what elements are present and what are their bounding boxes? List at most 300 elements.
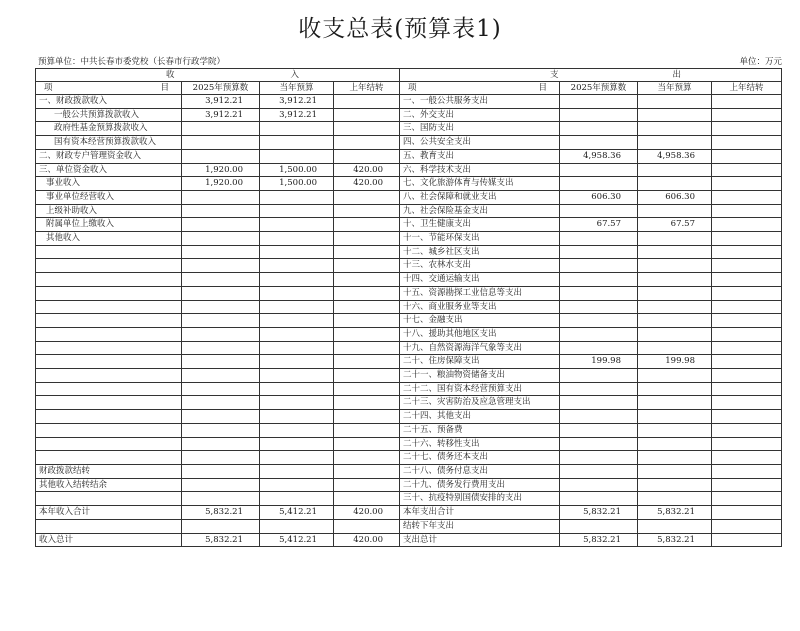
expense-carryover-cell — [712, 314, 782, 328]
expense-carryover-cell — [712, 451, 782, 465]
expense-budget-2025-cell — [560, 273, 638, 287]
expense-budget-2025-cell: 199.98 — [560, 355, 638, 369]
income-current-budget-cell — [260, 122, 334, 136]
header-row-group — [36, 69, 782, 82]
income-budget-2025-cell — [182, 314, 260, 328]
income-carryover-cell — [334, 136, 400, 150]
income-budget-2025-cell: 5,832.21 — [182, 506, 260, 520]
expense-item-cell: 十三、农林水支出 — [400, 259, 560, 273]
income-item-cell: 三、单位资金收入 — [36, 163, 182, 177]
expense-current-budget-cell — [638, 259, 712, 273]
table-row — [36, 259, 782, 273]
income-current-budget-cell — [260, 218, 334, 232]
expense-carryover-cell — [712, 437, 782, 451]
income-item-cell — [36, 245, 182, 259]
table-row — [36, 341, 782, 355]
expense-budget-2025-cell — [560, 286, 638, 300]
expense-budget-2025-header: 2025年预算数 — [560, 82, 638, 95]
income-current-budget-cell — [260, 314, 334, 328]
expense-current-budget-cell — [638, 232, 712, 246]
income-item-cell — [36, 355, 182, 369]
income-carryover-cell — [334, 245, 400, 259]
expense-budget-2025-cell — [560, 108, 638, 122]
income-item-cell: 本年收入合计 — [36, 506, 182, 520]
expense-group-header — [400, 69, 782, 82]
income-current-budget-cell — [260, 464, 334, 478]
income-current-budget-cell: 1,500.00 — [260, 177, 334, 191]
expense-current-budget-cell — [638, 327, 712, 341]
expense-budget-2025-cell — [560, 478, 638, 492]
income-current-budget-cell — [260, 136, 334, 150]
expense-item-cell: 二十七、债务还本支出 — [400, 451, 560, 465]
income-current-budget-cell — [260, 396, 334, 410]
expense-current-budget-cell — [638, 314, 712, 328]
table-row — [36, 533, 782, 547]
table-row — [36, 314, 782, 328]
expense-item-cell: 十六、商业服务业等支出 — [400, 300, 560, 314]
expense-budget-2025-cell — [560, 327, 638, 341]
income-item-cell — [36, 300, 182, 314]
income-header-a: 收 — [166, 70, 175, 80]
expense-carryover-cell — [712, 341, 782, 355]
table-row — [36, 327, 782, 341]
income-budget-2025-cell — [182, 355, 260, 369]
expense-item-cell: 十五、资源勘探工业信息等支出 — [400, 286, 560, 300]
income-current-budget-cell — [260, 355, 334, 369]
income-current-budget-cell — [260, 410, 334, 424]
expense-budget-2025-cell — [560, 382, 638, 396]
expense-budget-2025-cell — [560, 423, 638, 437]
income-item-cell — [36, 314, 182, 328]
expense-carryover-cell — [712, 190, 782, 204]
expense-item-cell: 二十九、债务发行费用支出 — [400, 478, 560, 492]
income-carryover-cell — [334, 478, 400, 492]
expense-item-cell: 五、教育支出 — [400, 149, 560, 163]
income-header-b: 入 — [290, 70, 299, 80]
income-budget-2025-cell — [182, 218, 260, 232]
expense-current-budget-cell — [638, 286, 712, 300]
expense-budget-2025-cell — [560, 369, 638, 383]
income-carryover-cell — [334, 464, 400, 478]
expense-carryover-cell — [712, 300, 782, 314]
table-row — [36, 478, 782, 492]
income-budget-2025-cell — [182, 122, 260, 136]
expense-current-budget-cell — [638, 437, 712, 451]
income-budget-2025-cell — [182, 286, 260, 300]
expense-item-cell: 七、文化旅游体育与传媒支出 — [400, 177, 560, 191]
expense-carryover-cell — [712, 204, 782, 218]
income-current-budget-cell — [260, 437, 334, 451]
income-carryover-cell — [334, 300, 400, 314]
income-carryover-cell — [334, 410, 400, 424]
income-carryover-cell — [334, 437, 400, 451]
expense-budget-2025-cell — [560, 464, 638, 478]
income-item-cell: 事业单位经营收入 — [36, 190, 182, 204]
expense-item-cell: 二十、住房保障支出 — [400, 355, 560, 369]
income-budget-2025-cell — [182, 423, 260, 437]
expense-carryover-cell — [712, 273, 782, 287]
table-row — [36, 437, 782, 451]
expense-budget-2025-cell — [560, 437, 638, 451]
income-item-cell: 事业收入 — [36, 177, 182, 191]
income-carryover-cell — [334, 423, 400, 437]
expense-carryover-cell — [712, 286, 782, 300]
expense-item-cell: 结转下年支出 — [400, 519, 560, 533]
expense-current-budget-cell: 199.98 — [638, 355, 712, 369]
expense-item-cell: 十、卫生健康支出 — [400, 218, 560, 232]
income-budget-2025-cell — [182, 204, 260, 218]
income-budget-2025-cell — [182, 327, 260, 341]
expense-budget-2025-cell — [560, 122, 638, 136]
income-current-budget-cell — [260, 286, 334, 300]
table-row — [36, 369, 782, 383]
expense-current-budget-cell — [638, 204, 712, 218]
expense-budget-2025-cell — [560, 341, 638, 355]
income-budget-2025-cell: 1,920.00 — [182, 177, 260, 191]
expense-budget-2025-cell — [560, 245, 638, 259]
table-row — [36, 286, 782, 300]
income-carryover-cell — [334, 327, 400, 341]
income-budget-2025-cell — [182, 382, 260, 396]
income-carryover-cell: 420.00 — [334, 506, 400, 520]
expense-current-budget-cell — [638, 95, 712, 109]
income-current-budget-cell — [260, 245, 334, 259]
page-title: 收支总表(预算表1) — [298, 16, 502, 42]
expense-item-cell: 二十八、债务付息支出 — [400, 464, 560, 478]
income-item-header: 项 目 — [36, 82, 182, 95]
expense-current-budget-cell: 5,832.21 — [638, 506, 712, 520]
income-item-cell — [36, 451, 182, 465]
income-current-budget-cell — [260, 327, 334, 341]
income-carryover-cell — [334, 122, 400, 136]
expense-budget-2025-cell — [560, 136, 638, 150]
income-item-cell — [36, 327, 182, 341]
expense-carryover-cell — [712, 464, 782, 478]
table-row — [36, 190, 782, 204]
income-group-header — [36, 69, 400, 82]
expense-carryover-cell — [712, 95, 782, 109]
income-current-budget-cell: 3,912.21 — [260, 108, 334, 122]
income-item-cell: 政府性基金预算拨款收入 — [36, 122, 182, 136]
income-budget-2025-cell — [182, 410, 260, 424]
expense-carryover-cell — [712, 259, 782, 273]
expense-carryover-cell — [712, 163, 782, 177]
table-row — [36, 218, 782, 232]
expense-budget-2025-cell: 606.30 — [560, 190, 638, 204]
income-current-budget-cell: 5,412.21 — [260, 533, 334, 547]
expense-carryover-cell — [712, 533, 782, 547]
table-row — [36, 382, 782, 396]
expense-current-budget-cell — [638, 177, 712, 191]
expense-budget-2025-cell — [560, 492, 638, 506]
income-carryover-cell — [334, 108, 400, 122]
income-budget-2025-cell — [182, 492, 260, 506]
income-budget-2025-cell — [182, 437, 260, 451]
income-item-cell: 其他收入结转结余 — [36, 478, 182, 492]
table-row — [36, 163, 782, 177]
income-current-budget-cell — [260, 382, 334, 396]
income-current-budget-cell: 3,912.21 — [260, 95, 334, 109]
income-item-cell — [36, 396, 182, 410]
income-budget-2025-cell — [182, 190, 260, 204]
expense-current-budget-cell — [638, 382, 712, 396]
table-row — [36, 108, 782, 122]
expense-current-budget-cell — [638, 396, 712, 410]
income-item-cell — [36, 369, 182, 383]
income-item-cell — [36, 410, 182, 424]
expense-budget-2025-cell — [560, 177, 638, 191]
expense-header-a: 支 — [550, 70, 559, 80]
expense-item-cell: 十八、援助其他地区支出 — [400, 327, 560, 341]
expense-budget-2025-cell — [560, 396, 638, 410]
income-current-budget-cell: 1,500.00 — [260, 163, 334, 177]
income-carryover-cell — [334, 232, 400, 246]
expense-carryover-cell — [712, 177, 782, 191]
expense-current-budget-cell — [638, 300, 712, 314]
table-row — [36, 396, 782, 410]
income-current-budget-cell — [260, 232, 334, 246]
table-row — [36, 464, 782, 478]
table-row — [36, 506, 782, 520]
expense-budget-2025-cell: 67.57 — [560, 218, 638, 232]
table-row — [36, 177, 782, 191]
expense-budget-2025-cell — [560, 314, 638, 328]
expense-item-cell: 二十一、粮油物资储备支出 — [400, 369, 560, 383]
income-item-cell — [36, 492, 182, 506]
budget-table — [35, 68, 782, 547]
income-item-cell — [36, 423, 182, 437]
income-item-cell: 收入总计 — [36, 533, 182, 547]
income-item-cell: 附属单位上缴收入 — [36, 218, 182, 232]
income-item-cell: 财政拨款结转 — [36, 464, 182, 478]
income-budget-2025-cell — [182, 396, 260, 410]
expense-current-budget-cell: 5,832.21 — [638, 533, 712, 547]
expense-current-budget-cell — [638, 341, 712, 355]
table-row — [36, 423, 782, 437]
expense-current-budget-header: 当年预算 — [638, 82, 712, 95]
income-item-cell: 一、财政拨款收入 — [36, 95, 182, 109]
expense-budget-2025-cell — [560, 451, 638, 465]
income-carryover-cell — [334, 95, 400, 109]
income-budget-2025-cell — [182, 300, 260, 314]
expense-budget-2025-cell — [560, 519, 638, 533]
expense-budget-2025-cell — [560, 232, 638, 246]
expense-current-budget-cell — [638, 423, 712, 437]
expense-item-cell: 八、社会保障和就业支出 — [400, 190, 560, 204]
income-item-cell — [36, 286, 182, 300]
expense-item-cell: 三、国防支出 — [400, 122, 560, 136]
income-current-budget-cell — [260, 204, 334, 218]
expense-item-cell: 一、一般公共服务支出 — [400, 95, 560, 109]
income-item-cell: 上级补助收入 — [36, 204, 182, 218]
expense-carryover-cell — [712, 396, 782, 410]
expense-budget-2025-cell — [560, 300, 638, 314]
expense-carryover-cell — [712, 108, 782, 122]
expense-carryover-cell — [712, 410, 782, 424]
table-row — [36, 245, 782, 259]
expense-carryover-cell — [712, 423, 782, 437]
income-carryover-cell — [334, 519, 400, 533]
income-carryover-cell — [334, 259, 400, 273]
income-carryover-cell — [334, 355, 400, 369]
table-row — [36, 492, 782, 506]
expense-current-budget-cell — [638, 464, 712, 478]
expense-budget-2025-cell: 4,958.36 — [560, 149, 638, 163]
income-current-budget-cell — [260, 273, 334, 287]
income-current-budget-cell — [260, 369, 334, 383]
income-budget-2025-cell — [182, 478, 260, 492]
expense-carryover-cell — [712, 506, 782, 520]
expense-current-budget-cell — [638, 163, 712, 177]
income-current-budget-cell — [260, 423, 334, 437]
currency-unit-label: 单位：万元 — [739, 57, 782, 67]
table-row — [36, 410, 782, 424]
income-current-budget-header: 当年预算 — [260, 82, 334, 95]
expense-current-budget-cell — [638, 122, 712, 136]
income-budget-2025-cell: 5,832.21 — [182, 533, 260, 547]
table-row — [36, 204, 782, 218]
expense-item-cell: 本年支出合计 — [400, 506, 560, 520]
income-current-budget-cell — [260, 492, 334, 506]
income-current-budget-cell — [260, 190, 334, 204]
budget-unit-label: 预算单位：中共长春市委党校（长春市行政学院） — [38, 57, 226, 67]
income-carryover-cell — [334, 451, 400, 465]
income-budget-2025-cell — [182, 232, 260, 246]
table-row — [36, 122, 782, 136]
table-row — [36, 451, 782, 465]
expense-carryover-cell — [712, 355, 782, 369]
income-current-budget-cell: 5,412.21 — [260, 506, 334, 520]
income-budget-2025-cell — [182, 136, 260, 150]
expense-current-budget-cell — [638, 136, 712, 150]
income-item-cell — [36, 382, 182, 396]
expense-budget-2025-cell: 5,832.21 — [560, 506, 638, 520]
expense-current-budget-cell — [638, 519, 712, 533]
expense-item-cell: 十七、金融支出 — [400, 314, 560, 328]
expense-budget-2025-cell — [560, 95, 638, 109]
income-budget-2025-cell — [182, 259, 260, 273]
income-current-budget-cell — [260, 149, 334, 163]
expense-item-cell: 二十五、预备费 — [400, 423, 560, 437]
income-item-cell — [36, 259, 182, 273]
expense-current-budget-cell — [638, 245, 712, 259]
expense-current-budget-cell — [638, 410, 712, 424]
expense-current-budget-cell — [638, 108, 712, 122]
expense-budget-2025-cell — [560, 204, 638, 218]
expense-item-cell: 十一、节能环保支出 — [400, 232, 560, 246]
expense-carryover-cell — [712, 369, 782, 383]
expense-carryover-cell — [712, 218, 782, 232]
expense-carryover-cell — [712, 232, 782, 246]
income-budget-2025-cell — [182, 369, 260, 383]
expense-item-cell: 二十二、国有资本经营预算支出 — [400, 382, 560, 396]
income-budget-2025-cell: 3,912.21 — [182, 108, 260, 122]
expense-carryover-cell — [712, 382, 782, 396]
expense-carryover-cell — [712, 519, 782, 533]
expense-budget-2025-cell: 5,832.21 — [560, 533, 638, 547]
income-current-budget-cell — [260, 451, 334, 465]
income-carryover-cell — [334, 382, 400, 396]
expense-current-budget-cell: 67.57 — [638, 218, 712, 232]
expense-item-cell: 二、外交支出 — [400, 108, 560, 122]
income-item-cell — [36, 273, 182, 287]
expense-carryover-cell — [712, 492, 782, 506]
income-carryover-cell — [334, 314, 400, 328]
income-carryover-header: 上年结转 — [334, 82, 400, 95]
income-budget-2025-cell — [182, 273, 260, 287]
expense-item-cell: 六、科学技术支出 — [400, 163, 560, 177]
income-carryover-cell — [334, 341, 400, 355]
table-row — [36, 300, 782, 314]
table-row — [36, 232, 782, 246]
expense-budget-2025-cell — [560, 259, 638, 273]
income-current-budget-cell — [260, 478, 334, 492]
income-item-cell: 二、财政专户管理资金收入 — [36, 149, 182, 163]
income-carryover-cell — [334, 204, 400, 218]
income-item-cell — [36, 341, 182, 355]
income-budget-2025-cell: 1,920.00 — [182, 163, 260, 177]
expense-current-budget-cell: 4,958.36 — [638, 149, 712, 163]
income-item-cell: 国有资本经营预算拨款收入 — [36, 136, 182, 150]
expense-carryover-cell — [712, 327, 782, 341]
income-item-cell — [36, 519, 182, 533]
table-row — [36, 355, 782, 369]
income-carryover-cell: 420.00 — [334, 177, 400, 191]
expense-current-budget-cell — [638, 478, 712, 492]
expense-carryover-cell — [712, 122, 782, 136]
expense-carryover-cell — [712, 478, 782, 492]
income-current-budget-cell — [260, 259, 334, 273]
table-row — [36, 95, 782, 109]
income-budget-2025-cell: 3,912.21 — [182, 95, 260, 109]
income-carryover-cell: 420.00 — [334, 533, 400, 547]
header-row-columns — [36, 82, 782, 95]
income-budget-2025-cell — [182, 149, 260, 163]
income-carryover-cell — [334, 273, 400, 287]
expense-item-cell: 二十四、其他支出 — [400, 410, 560, 424]
income-budget-2025-cell — [182, 464, 260, 478]
expense-carryover-cell — [712, 136, 782, 150]
table-row — [36, 149, 782, 163]
expense-carryover-header: 上年结转 — [712, 82, 782, 95]
expense-item-cell: 二十六、转移性支出 — [400, 437, 560, 451]
expense-current-budget-cell — [638, 273, 712, 287]
income-carryover-cell — [334, 369, 400, 383]
expense-item-cell: 十四、交通运输支出 — [400, 273, 560, 287]
expense-item-cell: 九、社会保险基金支出 — [400, 204, 560, 218]
income-item-cell — [36, 437, 182, 451]
expense-header-b: 出 — [672, 70, 681, 80]
income-carryover-cell — [334, 190, 400, 204]
expense-item-cell: 支出总计 — [400, 533, 560, 547]
income-current-budget-cell — [260, 300, 334, 314]
expense-item-cell: 四、公共安全支出 — [400, 136, 560, 150]
income-carryover-cell — [334, 286, 400, 300]
expense-current-budget-cell — [638, 492, 712, 506]
expense-item-header: 项 目 — [400, 82, 560, 95]
income-budget-2025-cell — [182, 451, 260, 465]
expense-item-cell: 二十三、灾害防治及应急管理支出 — [400, 396, 560, 410]
income-budget-2025-cell — [182, 245, 260, 259]
expense-item-cell: 十二、城乡社区支出 — [400, 245, 560, 259]
income-budget-2025-cell — [182, 341, 260, 355]
expense-budget-2025-cell — [560, 410, 638, 424]
income-budget-2025-cell — [182, 519, 260, 533]
income-carryover-cell: 420.00 — [334, 163, 400, 177]
expense-budget-2025-cell — [560, 163, 638, 177]
expense-current-budget-cell: 606.30 — [638, 190, 712, 204]
expense-carryover-cell — [712, 149, 782, 163]
